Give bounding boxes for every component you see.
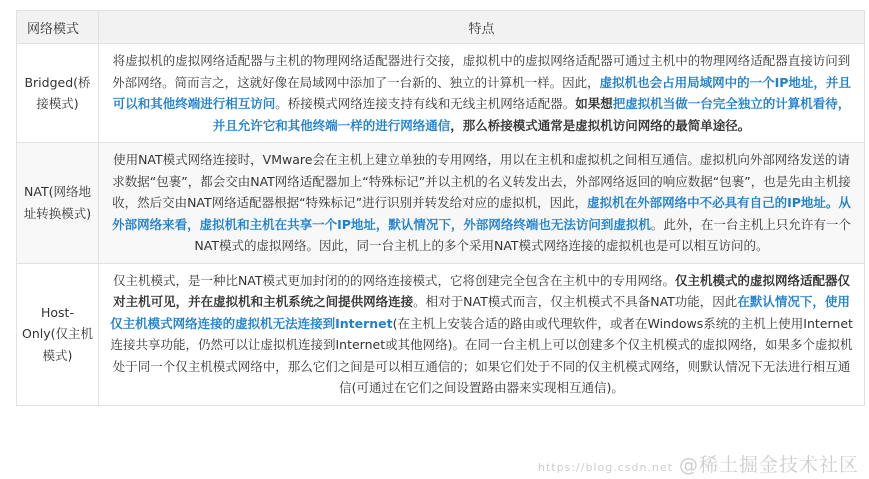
highlighted-text: 把虚拟机当做一台完全独立的计算机看待，并且允许它和其他终端一样的进行网络通信: [212, 96, 851, 133]
body-text: 仅主机模式，是一种比NAT模式更加封闭的的网络连接模式，它将创建完全包含在主机中的专用网络。: [112, 272, 676, 288]
watermark: [538, 450, 859, 477]
watermark-url: https://blog.csdn.net: [538, 461, 673, 474]
highlighted-text: 虚拟机在外部网络中不必具有自己的IP地址。从外部网络来看，虚拟机和主机在共享一个IP地址，默认情况下，外部网络终端也无法访问到虚拟机: [112, 195, 851, 232]
bold-text: 如果想: [575, 96, 613, 111]
network-mode-table: [16, 10, 865, 406]
watermark-text: @稀土掘金技术社区: [678, 454, 859, 476]
body-text: 将虚拟机的虚拟网络适配器与主机的物理网络适配器进行交接，虚拟机中的虚拟网络适配器可通过主机中的物理网络适配器直接访问到外部网络。简而言之，这就好像在局域网中添加了一台新的、独立的计算机一样。因此，: [112, 53, 851, 90]
bold-text: 仅主机模式的虚拟网络适配器仅对主机可见，并在虚拟机和主机系统之间提供网络连接: [113, 272, 851, 309]
body-text: 使用NAT模式网络连接时，VMware会在主机上建立单独的专用网络，用以在主机和虚拟机之间相互通信。虚拟机向外部网络发送的请求数据“包裹”，都会交由NAT网络适配器加上“特殊标记”并以主机的名义转发出去，外部网络返回的响应数据“包裹”，也是先由主机接收，然后交由NAT网络适配器根据“特殊标记”进行识别并转发给对应的虚拟机，因此，: [112, 152, 851, 210]
feature-cell: [99, 263, 865, 405]
header-mode: 网络模式: [17, 11, 99, 44]
body-text: 。此外，在一台主机上只允许有一个NAT模式的虚拟网络。因此，同一台主机上的多个采用NAT模式网络连接的虚拟机也是可以相互访问的。: [194, 216, 851, 253]
mode-cell: NAT(网络地址转换模式): [17, 143, 99, 264]
highlighted-text: 虚拟机也会占用局域网中的一个IP地址，并且可以和其他终端进行相互访问: [112, 74, 851, 111]
body-text: 。相对于NAT模式而言，仅主机模式不具备NAT功能，因此: [413, 294, 738, 309]
table-row: [17, 44, 865, 143]
feature-cell: [99, 143, 865, 264]
table-row: [17, 143, 865, 264]
body-text: 。桥接模式网络连接支持有线和无线主机网络适配器。: [275, 96, 576, 111]
body-text: (在主机上安装合适的路由或代理软件，或者在Windows系统的主机上使用Internet连接共享功能，仍然可以让虚拟机连接到Internet或其他网络)。在同一台主机上可以创建多个仅主机模式的虚拟网络，如果多个虚拟机处于同一个仅主机模式网络中，那么它们之间是可以相互通信的；如果它们处于不同的仅主机模式网络，则默认情况下无法进行相互通信(可通过在它们之间设置路由器来实现相互通信)。: [110, 315, 853, 395]
header-feature: 特点: [99, 11, 865, 44]
mode-cell: Bridged(桥接模式): [17, 44, 99, 143]
highlighted-text: 在默认情况下，使用仅主机模式网络连接的虚拟机无法连接到Internet: [110, 294, 850, 331]
mode-cell: Host-Only(仅主机模式): [17, 263, 99, 405]
table-header-row: [17, 11, 865, 44]
bold-text: ，那么桥接模式通常是虚拟机访问网络的最简单途径。: [450, 117, 751, 133]
feature-cell: [99, 44, 865, 143]
table-row: [17, 263, 865, 405]
